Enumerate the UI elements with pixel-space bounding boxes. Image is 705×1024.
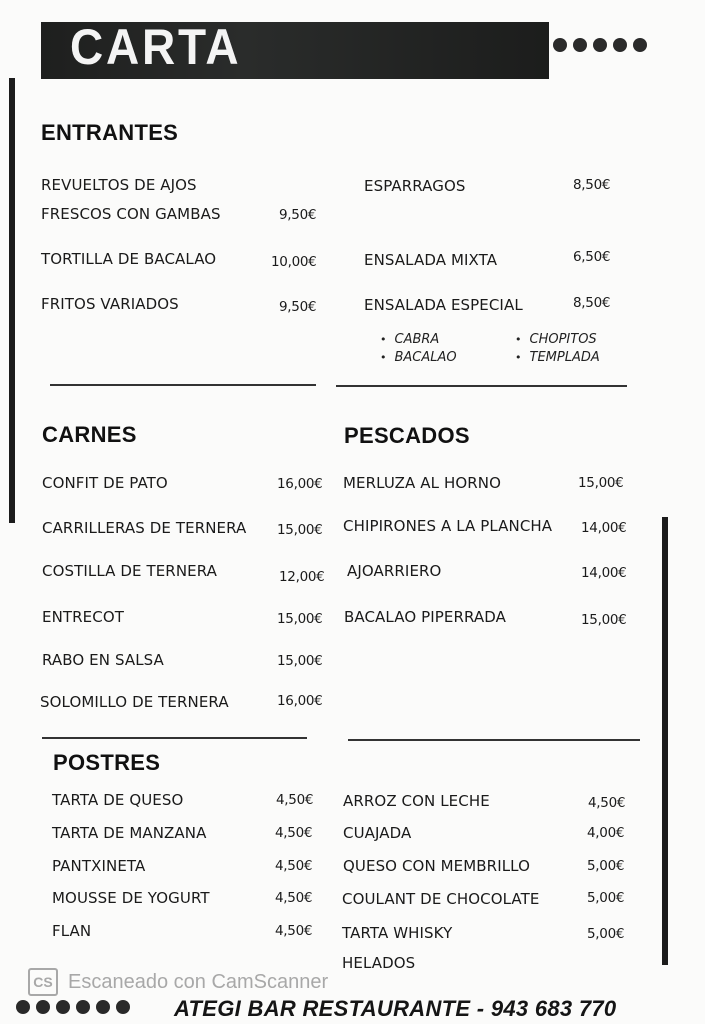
menu-item-price: 5,00€ — [587, 926, 625, 942]
menu-item-name: FRITOS VARIADOS — [41, 295, 179, 313]
menu-item-name: CUAJADA — [343, 824, 412, 842]
menu-item-price: 4,50€ — [588, 795, 626, 811]
menu-item-name: FRESCOS CON GAMBAS — [41, 205, 221, 223]
menu-item-name: ESPARRAGOS — [364, 177, 466, 195]
option-item: • BACALAO — [380, 350, 457, 365]
menu-item-name: ENSALADA ESPECIAL — [364, 296, 523, 314]
menu-item-name: HELADOS — [342, 954, 416, 972]
menu-item-price: 15,00€ — [578, 475, 624, 491]
menu-item-price: 16,00€ — [277, 476, 323, 492]
menu-item-name: TORTILLA DE BACALAO — [41, 250, 217, 268]
menu-item-name: MERLUZA AL HORNO — [343, 474, 501, 492]
dot-icon — [553, 38, 567, 52]
dot-icon — [96, 1000, 110, 1014]
menu-item-name: ENTRECOT — [42, 608, 125, 626]
dot-icon — [56, 1000, 70, 1014]
menu-item-price: 4,50€ — [275, 825, 313, 841]
section-title-postres: POSTRES — [53, 750, 161, 775]
menu-item-price: 4,00€ — [587, 825, 625, 841]
menu-item-price: 4,50€ — [276, 792, 314, 808]
menu-item-name: CHIPIRONES A LA PLANCHA — [343, 517, 553, 535]
menu-item-name: FLAN — [52, 922, 92, 940]
menu-item-price: 16,00€ — [277, 693, 323, 709]
menu-item-name: COULANT DE CHOCOLATE — [342, 890, 540, 908]
section-title-entrantes: ENTRANTES — [41, 120, 179, 145]
menu-item-price: 5,00€ — [587, 858, 625, 874]
camscanner-logo-icon: CS — [28, 968, 58, 996]
menu-item-price: 4,50€ — [275, 890, 313, 906]
divider — [348, 739, 640, 741]
right-accent-bar — [662, 517, 668, 965]
section-title-carnes: CARNES — [42, 422, 137, 447]
dot-icon — [573, 38, 587, 52]
menu-item-name: PANTXINETA — [52, 857, 146, 875]
menu-item-name: COSTILLA DE TERNERA — [42, 562, 218, 580]
divider — [50, 384, 316, 386]
option-item: • TEMPLADA — [515, 350, 600, 365]
dot-icon — [633, 38, 647, 52]
menu-item-name: ENSALADA MIXTA — [364, 251, 498, 269]
menu-item-price: 15,00€ — [277, 653, 323, 669]
menu-item-name: TARTA DE MANZANA — [52, 824, 207, 842]
dot-icon — [613, 38, 627, 52]
menu-item-name: REVUELTOS DE AJOS — [41, 176, 197, 194]
menu-item-name: QUESO CON MEMBRILLO — [343, 857, 531, 875]
footer-contact: ATEGI BAR RESTAURANTE - 943 683 770 — [174, 996, 617, 1021]
option-item: • CHOPITOS — [515, 332, 597, 347]
menu-item-price: 5,00€ — [587, 890, 625, 906]
menu-item-name: CARRILLERAS DE TERNERA — [42, 519, 247, 537]
menu-item-name: BACALAO PIPERRADA — [344, 608, 507, 626]
divider — [336, 385, 627, 387]
dot-icon — [16, 1000, 30, 1014]
menu-item-price: 4,50€ — [275, 923, 313, 939]
menu-item-price: 14,00€ — [581, 520, 627, 536]
menu-item-name: ARROZ CON LECHE — [343, 792, 490, 810]
divider — [42, 737, 307, 739]
menu-item-price: 15,00€ — [277, 522, 323, 538]
option-item: • CABRA — [380, 332, 439, 347]
header-dots — [553, 38, 647, 52]
menu-item-price: 10,00€ — [271, 254, 317, 270]
menu-item-price: 15,00€ — [277, 611, 323, 627]
menu-item-name: RABO EN SALSA — [42, 651, 164, 669]
menu-item-name: MOUSSE DE YOGURT — [52, 889, 210, 907]
dot-icon — [593, 38, 607, 52]
footer-dots — [16, 1000, 130, 1014]
menu-item-price: 6,50€ — [573, 249, 611, 265]
dot-icon — [36, 1000, 50, 1014]
menu-item-name: TARTA WHISKY — [342, 924, 453, 942]
menu-item-price: 8,50€ — [573, 177, 611, 193]
dot-icon — [116, 1000, 130, 1014]
menu-item-price: 12,00€ — [279, 569, 325, 585]
section-title-pescados: PESCADOS — [344, 423, 470, 448]
menu-item-price: 9,50€ — [279, 207, 317, 223]
dot-icon — [76, 1000, 90, 1014]
menu-item-name: AJOARRIERO — [347, 562, 442, 580]
menu-item-name: CONFIT DE PATO — [42, 474, 168, 492]
menu-item-name: TARTA DE QUESO — [52, 791, 184, 809]
watermark-text: Escaneado con CamScanner — [68, 971, 329, 993]
left-accent-bar — [9, 78, 15, 523]
page-title: CARTA — [70, 19, 242, 75]
menu-item-price: 9,50€ — [279, 299, 317, 315]
menu-item-price: 4,50€ — [275, 858, 313, 874]
menu-item-name: SOLOMILLO DE TERNERA — [40, 693, 229, 711]
menu-item-price: 14,00€ — [581, 565, 627, 581]
menu-item-price: 15,00€ — [581, 612, 627, 628]
menu-item-price: 8,50€ — [573, 295, 611, 311]
